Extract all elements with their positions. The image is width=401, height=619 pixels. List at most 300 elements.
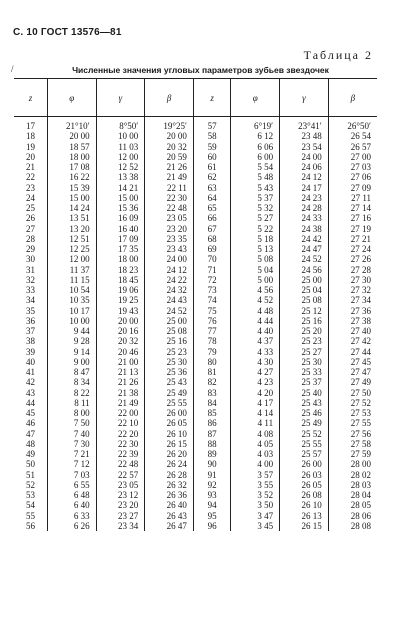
cell-phi: 9 28 — [47, 336, 96, 346]
cell-phi: 6 40 — [47, 500, 96, 510]
cell-z: 84 — [193, 398, 231, 408]
cell-phi: 4 17 — [231, 398, 280, 408]
cell-gamma: 20 32 — [96, 336, 145, 346]
cell-z: 19 — [25, 141, 35, 152]
cell-phi: 4 30 — [231, 357, 280, 367]
col-header-beta-left: β — [145, 79, 194, 117]
cell-phi: 4 40 — [231, 326, 280, 336]
cell-gamma: 24 00 — [280, 152, 329, 162]
table-row — [14, 336, 377, 346]
table-row — [14, 357, 377, 367]
cell-gamma: 26 15 — [280, 521, 329, 531]
cell-beta: 26 57 — [328, 142, 377, 152]
margin-mark: / — [11, 64, 14, 74]
cell-beta: 24 32 — [145, 285, 194, 295]
cell-z: 57 — [193, 117, 231, 132]
cell-phi: 5 00 — [231, 275, 280, 285]
table-row — [14, 418, 377, 428]
table-row — [14, 521, 377, 531]
cell-phi: 7 03 — [47, 470, 96, 480]
cell-z: 52 — [25, 479, 35, 490]
cell-z: 96 — [193, 521, 231, 531]
cell-beta: 27 00 — [328, 152, 377, 162]
cell-phi: 4 05 — [231, 439, 280, 449]
cell-z: 62 — [193, 172, 231, 182]
cell-gamma: 19 06 — [96, 285, 145, 295]
cell-phi: 15 39 — [47, 183, 96, 193]
cell-gamma: 25 08 — [280, 295, 329, 305]
cell-gamma: 23 05 — [96, 480, 145, 490]
cell-gamma: 12 52 — [96, 162, 145, 172]
page-header: С. 10 ГОСТ 13576—81 — [13, 27, 122, 38]
table-row — [14, 275, 377, 285]
cell-z: 45 — [25, 408, 35, 418]
cell-beta: 27 11 — [328, 193, 377, 203]
cell-gamma: 24 28 — [280, 203, 329, 213]
cell-beta: 21 26 — [145, 162, 194, 172]
cell-beta: 20 32 — [145, 142, 194, 152]
cell-z: 77 — [193, 326, 231, 336]
cell-beta: 26 43 — [145, 511, 194, 521]
cell-beta: 27 42 — [328, 336, 377, 346]
cell-beta: 27 36 — [328, 306, 377, 316]
angle-parameters-table — [14, 78, 377, 531]
table-row — [14, 367, 377, 377]
cell-gamma: 26 10 — [280, 500, 329, 510]
cell-phi: 14 24 — [47, 203, 96, 213]
cell-phi: 16 22 — [47, 172, 96, 182]
cell-beta: 27 32 — [328, 285, 377, 295]
cell-beta: 25 30 — [145, 357, 194, 367]
cell-gamma: 23 34 — [96, 521, 145, 531]
cell-beta: 27 38 — [328, 316, 377, 326]
cell-z: 41 — [25, 367, 35, 377]
cell-phi: 8 00 — [47, 408, 96, 418]
cell-z: 64 — [193, 193, 231, 203]
cell-gamma: 23 27 — [96, 511, 145, 521]
cell-beta: 28 03 — [328, 480, 377, 490]
cell-gamma: 12 00 — [96, 152, 145, 162]
cell-gamma: 23 12 — [96, 490, 145, 500]
cell-z: 47 — [25, 428, 35, 439]
cell-z: 43 — [25, 387, 35, 398]
cell-phi: 6 55 — [47, 480, 96, 490]
table-row — [14, 203, 377, 213]
cell-gamma: 24 17 — [280, 183, 329, 193]
cell-gamma: 22 48 — [96, 459, 145, 469]
cell-beta: 27 19 — [328, 224, 377, 234]
col-header-phi-left: φ — [47, 79, 96, 117]
cell-gamma: 21 00 — [96, 357, 145, 367]
table-row — [14, 490, 377, 500]
cell-phi: 3 55 — [231, 480, 280, 490]
cell-phi: 10 35 — [47, 295, 96, 305]
cell-beta: 25 16 — [145, 336, 194, 346]
cell-phi: 8 22 — [47, 388, 96, 398]
cell-beta: 27 09 — [328, 183, 377, 193]
cell-phi: 7 30 — [47, 439, 96, 449]
cell-beta: 24 22 — [145, 275, 194, 285]
cell-gamma: 26 08 — [280, 490, 329, 500]
cell-beta: 23 43 — [145, 244, 194, 254]
cell-gamma: 22 30 — [96, 439, 145, 449]
col-header-z-right: z — [193, 79, 231, 117]
cell-gamma: 20 46 — [96, 347, 145, 357]
cell-z: 22 — [25, 172, 35, 183]
cell-z: 40 — [25, 356, 35, 367]
cell-gamma: 17 09 — [96, 234, 145, 244]
cell-z: 23 — [25, 182, 35, 193]
cell-gamma: 24 06 — [280, 162, 329, 172]
cell-gamma: 25 52 — [280, 429, 329, 439]
cell-phi: 13 51 — [47, 213, 96, 223]
cell-phi: 5 22 — [231, 224, 280, 234]
col-header-gamma-left: γ — [96, 79, 145, 117]
cell-z: 18 — [25, 131, 35, 142]
cell-beta: 27 24 — [328, 244, 377, 254]
cell-beta: 26 47 — [145, 521, 194, 531]
cell-z: 50 — [25, 459, 35, 470]
cell-z: 56 — [25, 520, 35, 531]
cell-phi: 9 00 — [47, 357, 96, 367]
cell-beta: 25 23 — [145, 347, 194, 357]
cell-gamma: 22 20 — [96, 429, 145, 439]
cell-beta: 27 30 — [328, 275, 377, 285]
cell-z: 82 — [193, 377, 231, 387]
cell-phi: 18 00 — [47, 152, 96, 162]
table-row — [14, 183, 377, 193]
cell-phi: 9 14 — [47, 347, 96, 357]
cell-z: 65 — [193, 203, 231, 213]
cell-z: 35 — [25, 305, 35, 316]
cell-z: 89 — [193, 449, 231, 459]
cell-phi: 3 50 — [231, 500, 280, 510]
cell-gamma: 25 27 — [280, 347, 329, 357]
table-row — [14, 377, 377, 387]
table-row — [14, 306, 377, 316]
cell-beta: 20 59 — [145, 152, 194, 162]
cell-gamma: 25 00 — [280, 275, 329, 285]
table-row — [14, 408, 377, 418]
cell-gamma: 24 38 — [280, 224, 329, 234]
cell-phi: 4 08 — [231, 429, 280, 439]
cell-phi: 5 27 — [231, 213, 280, 223]
cell-gamma: 22 39 — [96, 449, 145, 459]
cell-z: 38 — [25, 336, 35, 347]
cell-beta: 22 48 — [145, 203, 194, 213]
cell-beta: 27 16 — [328, 213, 377, 223]
table-row — [14, 193, 377, 203]
table-row — [14, 285, 377, 295]
cell-phi: 20 00 — [47, 131, 96, 141]
table-row — [14, 388, 377, 398]
cell-phi: 5 43 — [231, 183, 280, 193]
table-row — [14, 480, 377, 490]
cell-gamma: 24 23 — [280, 193, 329, 203]
cell-z: 61 — [193, 162, 231, 172]
cell-phi: 6 06 — [231, 142, 280, 152]
table-row — [14, 511, 377, 521]
cell-beta: 26 40 — [145, 500, 194, 510]
cell-z: 33 — [25, 285, 35, 295]
cell-gamma: 18 23 — [96, 265, 145, 275]
table-row — [14, 398, 377, 408]
cell-beta: 23 20 — [145, 224, 194, 234]
table-row — [14, 152, 377, 162]
cell-beta: 25 43 — [145, 377, 194, 387]
cell-z: 83 — [193, 388, 231, 398]
cell-phi: 6 26 — [47, 521, 96, 531]
cell-phi: 6°19′ — [231, 117, 280, 132]
cell-phi: 6 33 — [47, 511, 96, 521]
cell-z: 95 — [193, 511, 231, 521]
cell-beta: 27 06 — [328, 172, 377, 182]
cell-z: 17 — [25, 121, 35, 131]
cell-phi: 5 37 — [231, 193, 280, 203]
cell-z: 78 — [193, 336, 231, 346]
cell-phi: 11 15 — [47, 275, 96, 285]
cell-phi: 4 44 — [231, 316, 280, 326]
cell-gamma: 25 46 — [280, 408, 329, 418]
cell-gamma: 24 52 — [280, 254, 329, 264]
cell-z: 71 — [193, 265, 231, 275]
cell-phi: 10 54 — [47, 285, 96, 295]
cell-beta: 24 00 — [145, 254, 194, 264]
cell-beta: 27 47 — [328, 367, 377, 377]
cell-gamma: 15 00 — [96, 193, 145, 203]
cell-phi: 6 12 — [231, 131, 280, 141]
cell-beta: 27 50 — [328, 388, 377, 398]
cell-phi: 12 25 — [47, 244, 96, 254]
cell-gamma: 25 49 — [280, 418, 329, 428]
table-row — [14, 265, 377, 275]
table-header-row — [14, 79, 377, 117]
cell-z: 42 — [25, 377, 35, 388]
cell-beta: 25 36 — [145, 367, 194, 377]
cell-gamma: 26 03 — [280, 470, 329, 480]
cell-z: 68 — [193, 234, 231, 244]
cell-z: 54 — [25, 500, 35, 511]
cell-gamma: 23 48 — [280, 131, 329, 141]
cell-beta: 27 44 — [328, 347, 377, 357]
table-row — [14, 213, 377, 223]
cell-beta: 27 59 — [328, 449, 377, 459]
cell-phi: 4 00 — [231, 459, 280, 469]
table-row — [14, 162, 377, 172]
cell-z: 81 — [193, 367, 231, 377]
cell-beta: 26 28 — [145, 470, 194, 480]
cell-phi: 15 00 — [47, 193, 96, 203]
cell-gamma: 15 36 — [96, 203, 145, 213]
cell-phi: 4 20 — [231, 388, 280, 398]
cell-z: 34 — [25, 295, 35, 306]
table-row — [14, 500, 377, 510]
cell-phi: 4 03 — [231, 449, 280, 459]
cell-phi: 12 00 — [47, 254, 96, 264]
cell-z: 72 — [193, 275, 231, 285]
cell-phi: 5 18 — [231, 234, 280, 244]
cell-beta: 25 08 — [145, 326, 194, 336]
cell-z: 55 — [25, 510, 35, 521]
table-row — [14, 459, 377, 469]
table-caption: Численные значения угловых параметров зубьев звездочек — [72, 65, 329, 75]
cell-beta: 25 55 — [145, 398, 194, 408]
cell-z: 69 — [193, 244, 231, 254]
cell-phi: 4 14 — [231, 408, 280, 418]
cell-z: 26 — [25, 213, 35, 224]
cell-beta: 21 49 — [145, 172, 194, 182]
cell-phi: 3 45 — [231, 521, 280, 531]
cell-beta: 27 45 — [328, 357, 377, 367]
cell-z: 92 — [193, 480, 231, 490]
cell-z: 93 — [193, 490, 231, 500]
cell-gamma: 22 10 — [96, 418, 145, 428]
cell-phi: 7 21 — [47, 449, 96, 459]
table-row — [14, 449, 377, 459]
cell-gamma: 21 49 — [96, 398, 145, 408]
cell-gamma: 21 13 — [96, 367, 145, 377]
cell-z: 60 — [193, 152, 231, 162]
cell-phi: 6 00 — [231, 152, 280, 162]
col-header-beta-right: β — [328, 79, 377, 117]
cell-gamma: 24 47 — [280, 244, 329, 254]
cell-z: 32 — [25, 274, 35, 285]
cell-z: 79 — [193, 347, 231, 357]
cell-phi: 17 08 — [47, 162, 96, 172]
cell-z: 30 — [25, 254, 35, 265]
cell-gamma: 18 45 — [96, 275, 145, 285]
table-row — [14, 470, 377, 480]
cell-z: 66 — [193, 213, 231, 223]
cell-z: 51 — [25, 469, 35, 480]
table-row — [14, 316, 377, 326]
cell-beta: 26 20 — [145, 449, 194, 459]
cell-beta: 28 08 — [328, 521, 377, 531]
cell-phi: 12 51 — [47, 234, 96, 244]
cell-beta: 26 00 — [145, 408, 194, 418]
cell-phi: 10 17 — [47, 306, 96, 316]
cell-phi: 5 32 — [231, 203, 280, 213]
cell-z: 20 — [25, 151, 35, 162]
cell-beta: 28 00 — [328, 459, 377, 469]
cell-z: 39 — [25, 346, 35, 357]
cell-z: 80 — [193, 357, 231, 367]
cell-z: 58 — [193, 131, 231, 141]
cell-z: 21 — [25, 162, 35, 172]
cell-gamma: 23 54 — [280, 142, 329, 152]
cell-gamma: 21 38 — [96, 388, 145, 398]
cell-beta: 27 49 — [328, 377, 377, 387]
cell-phi: 4 56 — [231, 285, 280, 295]
cell-beta: 28 02 — [328, 470, 377, 480]
cell-phi: 10 00 — [47, 316, 96, 326]
cell-gamma: 25 16 — [280, 316, 329, 326]
col-header-z-left: z — [14, 79, 47, 117]
cell-beta: 27 56 — [328, 429, 377, 439]
cell-gamma: 26 00 — [280, 459, 329, 469]
cell-gamma: 24 33 — [280, 213, 329, 223]
table-row — [14, 326, 377, 336]
cell-z: 59 — [193, 142, 231, 152]
cell-phi: 5 08 — [231, 254, 280, 264]
cell-phi: 5 13 — [231, 244, 280, 254]
cell-phi: 13 20 — [47, 224, 96, 234]
cell-z: 88 — [193, 439, 231, 449]
cell-gamma: 20 16 — [96, 326, 145, 336]
cell-beta: 27 28 — [328, 265, 377, 275]
cell-z: 44 — [25, 397, 35, 408]
cell-phi: 3 47 — [231, 511, 280, 521]
table-row — [14, 131, 377, 141]
table-row — [14, 347, 377, 357]
cell-phi: 8 47 — [47, 367, 96, 377]
cell-phi: 21°10′ — [47, 117, 96, 132]
cell-gamma: 11 03 — [96, 142, 145, 152]
cell-z: 86 — [193, 418, 231, 428]
cell-gamma: 16 09 — [96, 213, 145, 223]
cell-beta: 23 05 — [145, 213, 194, 223]
table-row — [14, 439, 377, 449]
table-row — [14, 224, 377, 234]
cell-z: 85 — [193, 408, 231, 418]
cell-beta: 26 36 — [145, 490, 194, 500]
cell-z: 67 — [193, 224, 231, 234]
cell-gamma: 25 12 — [280, 306, 329, 316]
cell-z: 76 — [193, 316, 231, 326]
cell-phi: 5 04 — [231, 265, 280, 275]
cell-phi: 4 27 — [231, 367, 280, 377]
cell-z: 49 — [25, 449, 35, 459]
cell-gamma: 25 20 — [280, 326, 329, 336]
cell-beta: 26 10 — [145, 429, 194, 439]
cell-beta: 22 30 — [145, 193, 194, 203]
cell-phi: 4 48 — [231, 306, 280, 316]
cell-phi: 6 48 — [47, 490, 96, 500]
cell-z: 94 — [193, 500, 231, 510]
cell-gamma: 25 04 — [280, 285, 329, 295]
table-row — [14, 295, 377, 305]
cell-phi: 4 37 — [231, 336, 280, 346]
cell-gamma: 25 40 — [280, 388, 329, 398]
cell-beta: 28 06 — [328, 511, 377, 521]
cell-phi: 4 23 — [231, 377, 280, 387]
cell-z: 46 — [25, 418, 35, 429]
cell-z: 25 — [25, 203, 35, 213]
cell-beta: 27 26 — [328, 254, 377, 264]
cell-beta: 24 52 — [145, 306, 194, 316]
cell-gamma: 13 38 — [96, 172, 145, 182]
cell-z: 48 — [25, 438, 35, 449]
cell-beta: 22 11 — [145, 183, 194, 193]
cell-beta: 25 00 — [145, 316, 194, 326]
cell-beta: 26 05 — [145, 418, 194, 428]
cell-phi: 4 11 — [231, 418, 280, 428]
cell-gamma: 21 26 — [96, 377, 145, 387]
cell-z: 91 — [193, 470, 231, 480]
cell-z: 31 — [25, 264, 35, 275]
table-row — [14, 244, 377, 254]
cell-z: 70 — [193, 254, 231, 264]
table-row — [14, 234, 377, 244]
cell-beta: 27 58 — [328, 439, 377, 449]
cell-z: 24 — [25, 192, 35, 203]
cell-gamma: 25 43 — [280, 398, 329, 408]
col-header-phi-right: φ — [231, 79, 280, 117]
table-row — [14, 429, 377, 439]
cell-beta: 24 43 — [145, 295, 194, 305]
cell-gamma: 25 37 — [280, 377, 329, 387]
cell-z: 74 — [193, 295, 231, 305]
